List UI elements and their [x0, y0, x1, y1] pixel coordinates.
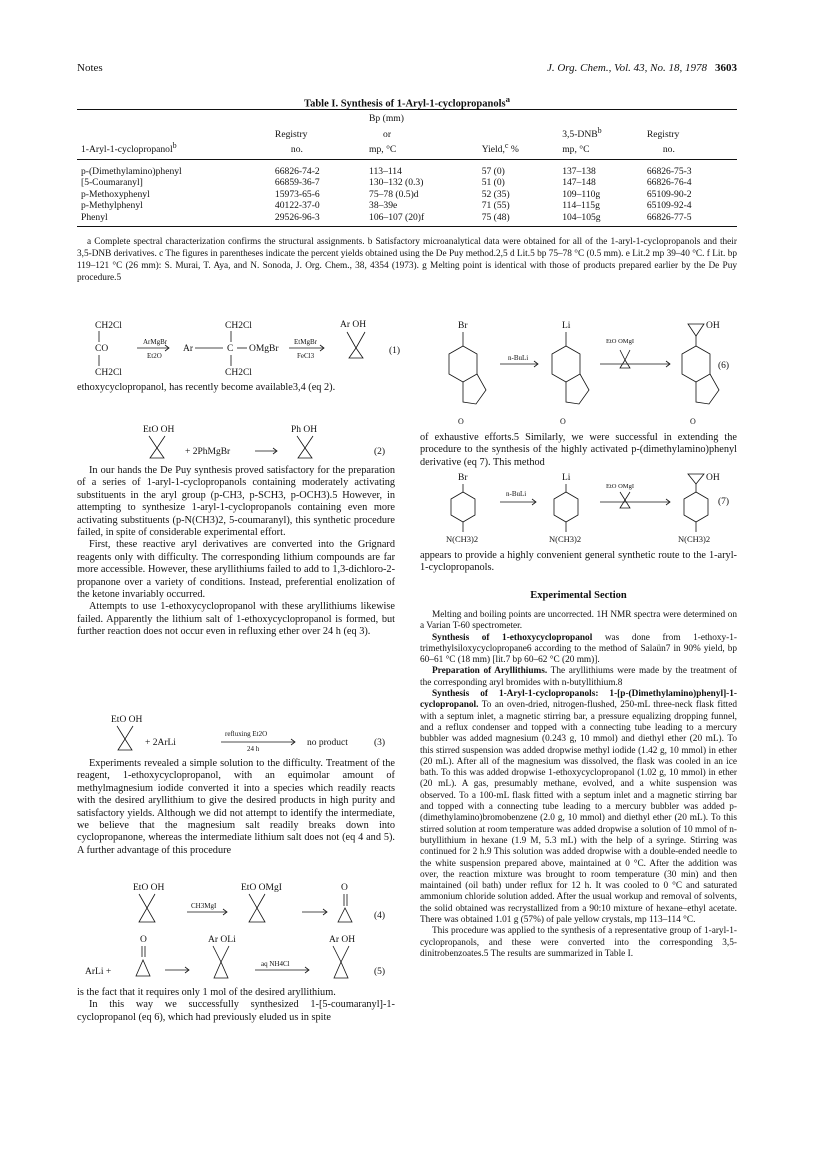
left-column	[77, 382, 395, 394]
table-footnote: a Complete spectral characterization confirms the structural assignments. b Satisfactory microanalytical data were obtained for all of the 1-aryl-1-cyclopropanols and their 3,5-DNB derivatives. c The figures in parentheses indicate the percent yields obtained using the De Puy method.2,5 d Lit.5 bp 75–78 °C (0.5 mm). e Lit.2 mp 39–40 °C. f Lit. bp 119–121 °C (26 mm): S. Murai, T. Aya, and N. Sonoda, J. Org. Chem., 38, 4354 (1973). g Melting point is identical with those of products prepared earlier by the De Puy procedure.5	[77, 237, 737, 283]
table-row: p-Methylphenyl 40122-37-0 38–39e 71 (55) 114–115g 65109-92-4	[81, 200, 692, 212]
col-reg2-h1: Registry	[646, 128, 680, 140]
section-title: Experimental Section	[530, 590, 627, 601]
eq3-cond-bot: 24 h	[247, 745, 260, 753]
eq6-o2: O	[560, 417, 566, 426]
eq5-arli: ArLi +	[85, 967, 112, 977]
table-top-rule	[77, 109, 737, 110]
equation-7	[420, 470, 740, 548]
eq7-nbuli: n-BuLi	[506, 490, 527, 498]
left-p4: Experiments revealed a simple solution to the difficulty. Treatment of the reagent, 1-ethoxycyclopropanol, with an equimolar amount of methylmagnesium iodide converted it into a species which readily reacts with the desired aryllithium to give the desired products in high purity and satisfactory yields. Although we did not attempt to identify the intermediate, we believe that the magnesium salt readily breaks down into cyclopropanone, whereas the intermediate lithium salt does not (eq 4 and 5). A further advantage of this procedure	[77, 758, 395, 856]
exp-p5: This procedure was applied to the synthesis of a representative group of 1-aryl-1-cyclopropanols, and these were converted into the corresponding 3,5-dinitrobenzoates.5 The results are summarized in Table I.	[420, 926, 737, 959]
exp-p3: Preparation of Aryllithiums. The aryllithiums were made by the treatment of the corresponding aryl bromides with n-butyllithium.8	[420, 666, 737, 688]
eq6-li: Li	[562, 321, 571, 331]
left-column-body-3	[77, 987, 395, 1024]
left-column-body	[77, 465, 395, 639]
eq7-nme2-1: N(CH3)2	[446, 534, 479, 544]
left-p2: First, these reactive aryl derivatives are converted into the Grignard reagents only with difficulty. The corresponding lithium compounds are far more accessible. However, these aryllithiums failed to add to 1,3-dichloro-2-propanone over a variety of conditions. Instead, preferential enolization of the ketone invariably occurred.	[77, 539, 395, 601]
eq5-o: O	[140, 935, 147, 945]
eq1-reagent2: EtMgBr	[294, 338, 317, 346]
eq2-plus: + 2PhMgBr	[185, 447, 231, 457]
results-table	[77, 113, 737, 227]
running-header	[547, 62, 737, 74]
eq1-ar: Ar	[183, 344, 194, 354]
col-reg-h1: Registry	[274, 128, 308, 140]
eq1-r1: CH2Cl	[95, 321, 122, 331]
eq7-number: (7)	[718, 497, 730, 507]
eq1-reagent3: FeCl3	[297, 352, 315, 360]
left-column-body-2	[77, 758, 395, 857]
left-p1: In our hands the De Puy synthesis proved satisfactory for the preparation of a series of 1-aryl-1-cyclopropanols containing moderately activating substituents in the aryl group (p-CH3, p-SCH3, p-OCH3).5 However, in attempting to synthesize 1-aryl-1-cyclopropanols containing even more activating substituents (p-N(CH3)2, 5-coumaranyl), this synthetic procedure failed, in spite of considerable experimental effort.	[77, 465, 395, 539]
right-column-body	[420, 550, 737, 575]
eq7-br: Br	[458, 473, 468, 483]
left-p3: Attempts to use 1-ethoxycyclopropanol with these aryllithiums likewise failed. Apparently the lithium salt of 1-ethoxycyclopropanol is formed, but further reaction does not occur even in refluxing ether over 24 h (eq 3).	[77, 601, 395, 638]
eq4-number: (4)	[374, 911, 386, 921]
eq1-p3: CH2Cl	[225, 368, 252, 378]
exp-p2: Synthesis of 1-ethoxycyclopropanol was done from 1-ethoxy-1-trimethylsiloxycyclopropane6 according to the method of Salaün7 in 90% yield, bp 60–61 °C (18 mm) [lit.7 bp 60–62 °C (20 mm)].	[420, 632, 737, 666]
eq5-cond: aq NH4Cl	[261, 960, 290, 968]
col-dnb-h1: 3,5-DNB$^b$	[562, 125, 602, 140]
eq6-oh: OH	[706, 321, 720, 331]
eq3-number: (3)	[374, 738, 386, 748]
eq6-br: Br	[458, 321, 468, 331]
table-row: p-(Dimethylamino)phenyl 66826-74-2 113–114 57 (0) 137–138 66826-75-3	[81, 165, 692, 177]
journal-citation: J. Org. Chem., Vol. 43, No. 18, 1978	[546, 62, 707, 74]
left-p6: In this way we successfully synthesized 1-[5-coumaranyl]-1-cyclopropanol (eq 6), which had previously eluded us in spite	[77, 999, 395, 1023]
col-yield-header: Yield,$^c$ %	[478, 140, 559, 159]
eq4-c: O	[341, 883, 348, 893]
eq4-b: EtO OMgI	[241, 883, 282, 893]
exp-p1: Melting and boiling points are uncorrected. 1H NMR spectra were determined on a Varian T-60 spectrometer.	[420, 610, 737, 632]
exp-p4: Synthesis of 1-Aryl-1-cyclopropanols: 1-[p-(Dimethylamino)phenyl]-1-cyclopropanol. To an oven-dried, nitrogen-flushed, 250-mL three-neck flask fitted with a septum inlet, a magnetic stirring bar, a pressure equalizing dropping funnel, and a reflux condenser and topped with a connecting tube leading to a mercury bubbler was added magnesium (0.243 g, 10 mmol) and diethyl ether (20 mL). To this stirred suspension was added dropwise methyl iodide (1.42 g, 10 mmol) in ether (20 mL). After all of the magnesium was dissolved, the flask was cooled in an ice bath. To this was added dropwise 1-ethoxycyclopropanol (1.02 g, 10 mmol) in ether (20 mL). A gas, presumably methane, evolved, and a white suspension was observed. To a 100-mL flask fitted with a septum inlet and a magnetic stirring bar and topped with a connecting tube leading to a mercury bubbler was added p-(dimethylamino)bromobenzene (2.0 g, 10 mmol) and diethyl ether (20 mL). To this stirred solution at room temperature was added dropwise a solution of 10 mmol of n-butyllithium in hexane (1.9 M, 5.3 mL) with the help of a syringe. Stirring was continued for 2 h.9 This solution was added dropwise with a double-ended needle to the white suspension prepared above, maintained at 0 °C. After the addition was over, the reaction mixture was brought to room temperature (30 min) and then maintained (oil bath) under reflux for 12 h. It was cooled to 0 °C and saturated ammonium chloride solution added. After the usual workup and removal of solvents, the solid obtained was recrystallized from a 90:10 mixture of hexane–ethyl acetate. There was obtained 1.01 g (57%) of pale yellow crystals, mp 113–114 °C.	[420, 689, 737, 926]
table-row: [5-Coumaranyl] 66859-36-7 130–132 (0.3) 51 (0) 147–148 66826-76-4	[81, 177, 692, 189]
eq1-product: Ar OH	[340, 320, 367, 330]
eq6-o3: O	[690, 417, 696, 426]
eq3-plus: + 2ArLi	[145, 738, 176, 748]
left-p0: ethoxycyclopropanol, has recently become available3,4 (eq 2).	[77, 382, 336, 393]
equation-1	[77, 318, 417, 380]
eq6-o1: O	[458, 417, 464, 426]
eq7-oh: OH	[706, 473, 720, 483]
table-title: Table I. Synthesis of 1-Aryl-1-cyclopropanols$^a$	[304, 94, 510, 110]
right-p1: appears to provide a highly convenient general synthetic route to the 1-aryl-1-cyclopropanols.	[420, 550, 737, 574]
col-dnb-h2: mp, °C	[558, 140, 643, 159]
eq1-solvent: Et2O	[147, 352, 162, 360]
col-bp-h2: or	[383, 128, 392, 140]
eq1-r3: CH2Cl	[95, 368, 122, 378]
eq5-product: Ar OH	[329, 935, 356, 945]
table-row: p-Methoxyphenyl 15973-65-6 75–78 (0.5)d 52 (35) 109–110g 65109-90-2	[81, 188, 692, 200]
eq5-number: (5)	[374, 967, 386, 977]
eq4-a: EtO OH	[133, 883, 165, 893]
eq2-number: (2)	[374, 447, 386, 457]
eq1-number: (1)	[389, 346, 401, 356]
eq7-li: Li	[562, 473, 571, 483]
eq1-c: C	[227, 344, 234, 354]
eq3-cond-top: refluxing Et2O	[225, 730, 268, 738]
right-p0: of exhaustive efforts.5 Similarly, we were successful in extending the procedure to the synthesis of the highly activated p-(dimethylamino)phenyl derivative (eq 7). This method	[420, 432, 737, 468]
experimental-section	[420, 610, 737, 960]
col-name-header: 1-Aryl-1-cyclopropanol$^b$	[77, 140, 271, 159]
eq1-p1: CH2Cl	[225, 321, 252, 331]
equation-4	[77, 880, 395, 930]
left-p5: is the fact that it requires only 1 mol of the desired aryllithium.	[77, 987, 336, 998]
right-column	[420, 432, 737, 469]
running-section: Notes	[77, 62, 103, 74]
col-reg-h2: no.	[271, 140, 365, 159]
eq1-r2: CO	[95, 344, 109, 354]
eq5-mid: Ar OLi	[208, 935, 236, 945]
eq1-reagent: ArMgBr	[143, 338, 168, 346]
equation-3	[77, 712, 395, 754]
eq7-cond: EtO OMgI	[606, 483, 634, 490]
col-bp-h3: mp, °C	[365, 140, 478, 159]
eq1-omgbr: OMgBr	[249, 344, 279, 354]
eq7-nme2-2: N(CH3)2	[549, 534, 582, 544]
table-row: Phenyl 29526-96-3 106–107 (20)f 75 (48) 104–105g 66826-77-5	[77, 212, 737, 227]
equation-5	[77, 932, 395, 984]
eq4-cond: CH3MgI	[191, 902, 217, 910]
equation-2	[77, 422, 395, 462]
eq6-cond: EtO OMgI	[606, 338, 634, 345]
eq7-nme2-3: N(CH3)2	[678, 534, 711, 544]
eq3-left: EtO OH	[111, 715, 143, 725]
eq6-number: (6)	[718, 361, 730, 371]
eq2-right: Ph OH	[291, 425, 318, 435]
eq6-nbuli: n-BuLi	[508, 354, 529, 362]
equation-6	[420, 318, 740, 430]
eq3-product: no product	[307, 738, 348, 748]
page-number: 3603	[715, 62, 737, 74]
col-bp-h1: Bp (mm)	[369, 113, 404, 124]
eq2-left: EtO OH	[143, 425, 175, 435]
col-reg2-h2: no.	[643, 140, 737, 159]
